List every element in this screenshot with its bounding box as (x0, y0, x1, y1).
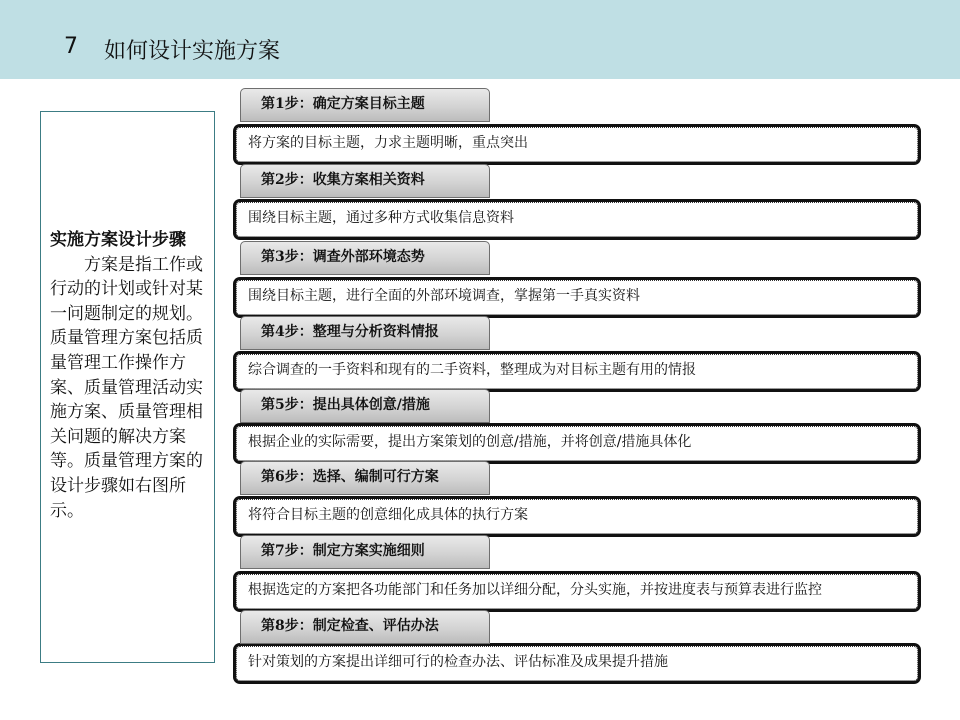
sidebar-text (50, 228, 208, 523)
step-1-description-box (233, 124, 921, 165)
step-3-description-box (233, 277, 921, 318)
step-3-tab: 第3步：调查外部环境态势 (240, 241, 490, 275)
step-8-description: 针对策划的方案提出详细可行的检查办法、评估标准及成果提升措施 (236, 646, 918, 681)
slide-header (0, 0, 960, 79)
step-8-description-box (233, 643, 921, 684)
slide-title: 如何设计实施方案 (104, 39, 281, 64)
step-6-tab: 第6步：选择、编制可行方案 (240, 461, 490, 495)
step-1-description: 将方案的目标主题，力求主题明晰，重点突出 (236, 127, 918, 162)
step-3-description: 围绕目标主题，进行全面的外部环境调查，掌握第一手真实资料 (236, 280, 918, 315)
step-5-tab: 第5步：提出具体创意/措施 (240, 389, 490, 423)
sidebar-heading: 实施方案设计步骤 (50, 230, 186, 250)
step-5-description-box (233, 423, 921, 464)
sidebar-body: 方案是指工作或行动的计划或针对某一问题制定的规划。质量管理方案包括质量管理工作操作方案、质量管理活动实施方案、质量管理相关问题的解决方案等。质量管理方案的设计步骤如右图所示。 (50, 254, 203, 521)
step-4-tab: 第4步：整理与分析资料情报 (240, 316, 490, 350)
step-1-tab: 第1步：确定方案目标主题 (240, 88, 490, 122)
step-7-tab: 第7步：制定方案实施细则 (240, 535, 490, 569)
step-2-description-box (233, 199, 921, 240)
step-4-description: 综合调查的一手资料和现有的二手资料，整理成为对目标主题有用的情报 (236, 354, 918, 389)
step-5-description: 根据企业的实际需要，提出方案策划的创意/措施，并将创意/措施具体化 (236, 426, 918, 461)
step-2-description: 围绕目标主题，通过多种方式收集信息资料 (236, 202, 918, 237)
section-number: 7 (64, 34, 78, 59)
step-2-tab: 第2步：收集方案相关资料 (240, 164, 490, 198)
step-8-tab: 第8步：制定检查、评估办法 (240, 610, 490, 644)
step-7-description-box (233, 571, 921, 612)
step-6-description: 将符合目标主题的创意细化成具体的执行方案 (236, 499, 918, 534)
step-4-description-box (233, 351, 921, 392)
step-6-description-box (233, 496, 921, 537)
step-7-description: 根据选定的方案把各功能部门和任务加以详细分配，分头实施，并按进度表与预算表进行监控 (236, 574, 918, 609)
